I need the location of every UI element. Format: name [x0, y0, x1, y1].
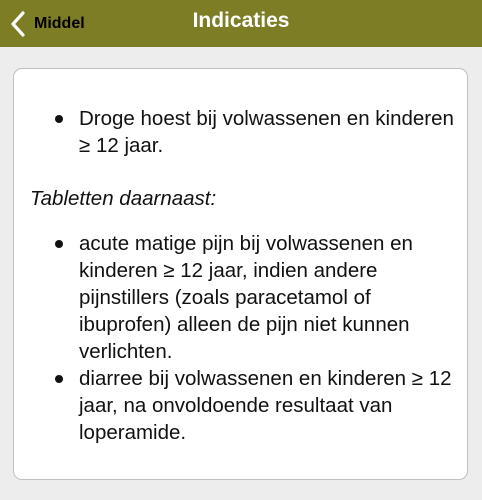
- list-item: [14, 365, 454, 446]
- chevron-left-icon: [8, 9, 30, 39]
- page-title: Indicaties: [192, 9, 290, 32]
- navigation-bar: [0, 0, 482, 47]
- list-item-text: acute matige pijn bij volwassenen en kinderen ≥ 12 jaar, indien andere pijnstillers (zoals paracetamol of ibuprofen) alleen de pijn niet kunnen verlichten.: [79, 232, 413, 363]
- indications-list: [14, 105, 454, 159]
- subheading: Tabletten daarnaast:: [30, 187, 217, 210]
- back-button[interactable]: [8, 0, 85, 47]
- back-label: Middel: [34, 14, 85, 32]
- list-item: [14, 230, 454, 365]
- indications-card: [13, 68, 468, 480]
- list-item-text: Droge hoest bij volwassenen en kinderen ≥ 12 jaar.: [79, 107, 454, 157]
- tablet-indications-list: [14, 230, 454, 446]
- bullet-icon: [55, 240, 63, 248]
- list-item: [14, 105, 454, 159]
- bullet-icon: [55, 115, 63, 123]
- list-item-text: diarree bij volwassenen en kinderen ≥ 12 jaar, na onvoldoende resultaat van loperamide.: [79, 367, 452, 444]
- bullet-icon: [55, 375, 63, 383]
